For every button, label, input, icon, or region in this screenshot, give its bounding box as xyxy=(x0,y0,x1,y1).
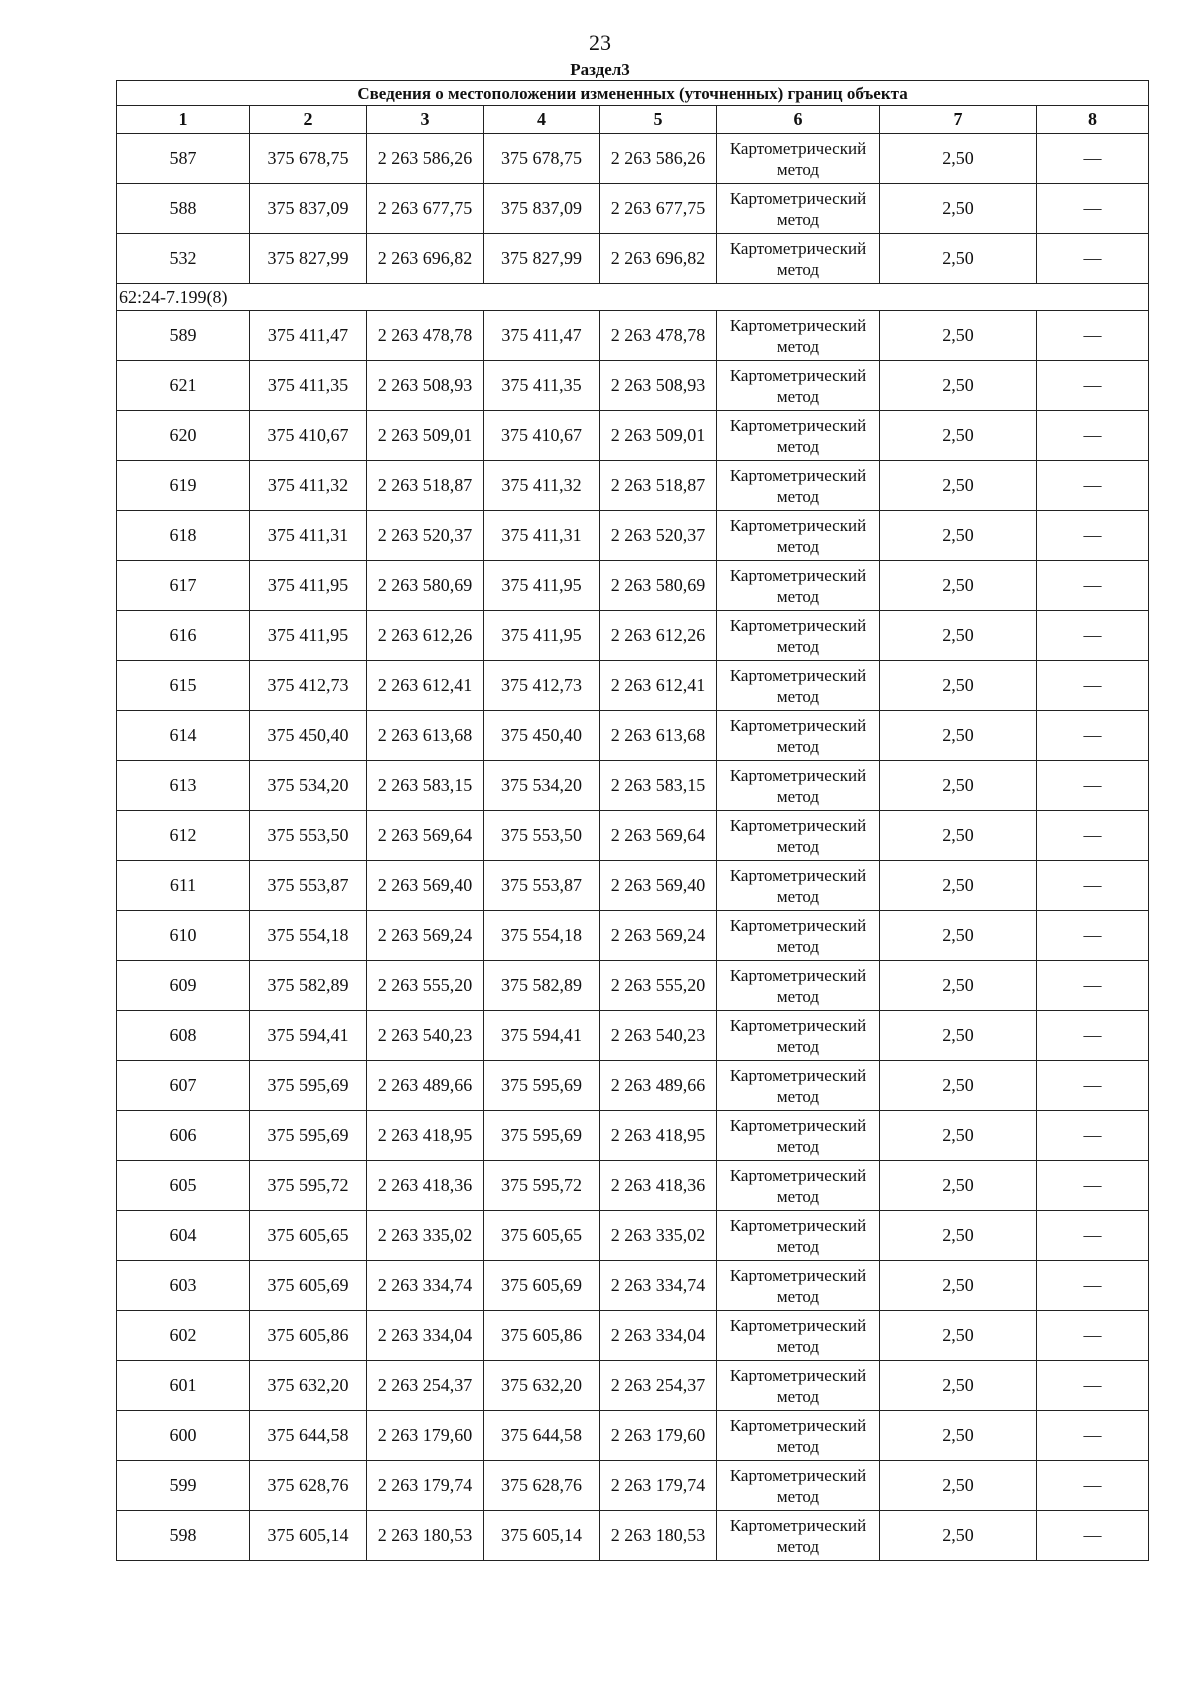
point-number: 608 xyxy=(117,1011,250,1061)
refined-x: 375 582,89 xyxy=(484,961,600,1011)
description-dash: — xyxy=(1037,184,1149,234)
description-dash: — xyxy=(1037,134,1149,184)
point-number: 609 xyxy=(117,961,250,1011)
point-number: 606 xyxy=(117,1111,250,1161)
table-row xyxy=(117,1011,1149,1061)
existing-x: 375 595,72 xyxy=(250,1161,367,1211)
table-row xyxy=(117,1211,1149,1261)
existing-x: 375 632,20 xyxy=(250,1361,367,1411)
determination-method: Картометрический метод xyxy=(717,184,880,234)
point-number: 588 xyxy=(117,184,250,234)
point-number: 600 xyxy=(117,1411,250,1461)
precision-value: 2,50 xyxy=(880,611,1037,661)
refined-x: 375 594,41 xyxy=(484,1011,600,1061)
table-row xyxy=(117,461,1149,511)
description-dash: — xyxy=(1037,461,1149,511)
determination-method: Картометрический метод xyxy=(717,1311,880,1361)
column-header-row xyxy=(117,106,1149,134)
determination-method: Картометрический метод xyxy=(717,1211,880,1261)
cadastral-group-row xyxy=(117,284,1149,311)
description-dash: — xyxy=(1037,1111,1149,1161)
description-dash: — xyxy=(1037,1211,1149,1261)
existing-y: 2 263 418,36 xyxy=(367,1161,484,1211)
table-row xyxy=(117,361,1149,411)
existing-x: 375 412,73 xyxy=(250,661,367,711)
existing-y: 2 263 540,23 xyxy=(367,1011,484,1061)
existing-y: 2 263 508,93 xyxy=(367,361,484,411)
column-header: 2 xyxy=(250,106,367,134)
table-row xyxy=(117,311,1149,361)
precision-value: 2,50 xyxy=(880,1361,1037,1411)
existing-x: 375 678,75 xyxy=(250,134,367,184)
description-dash: — xyxy=(1037,761,1149,811)
refined-y: 2 263 569,64 xyxy=(600,811,717,861)
determination-method: Картометрический метод xyxy=(717,1011,880,1061)
determination-method: Картометрический метод xyxy=(717,561,880,611)
table-row xyxy=(117,861,1149,911)
refined-y: 2 263 612,26 xyxy=(600,611,717,661)
table-row xyxy=(117,911,1149,961)
precision-value: 2,50 xyxy=(880,311,1037,361)
existing-y: 2 263 179,74 xyxy=(367,1461,484,1511)
description-dash: — xyxy=(1037,1361,1149,1411)
refined-y: 2 263 489,66 xyxy=(600,1061,717,1111)
precision-value: 2,50 xyxy=(880,1311,1037,1361)
existing-x: 375 837,09 xyxy=(250,184,367,234)
precision-value: 2,50 xyxy=(880,361,1037,411)
existing-x: 375 411,47 xyxy=(250,311,367,361)
table-row xyxy=(117,961,1149,1011)
refined-y: 2 263 612,41 xyxy=(600,661,717,711)
existing-x: 375 605,86 xyxy=(250,1311,367,1361)
precision-value: 2,50 xyxy=(880,1161,1037,1211)
description-dash: — xyxy=(1037,661,1149,711)
existing-x: 375 594,41 xyxy=(250,1011,367,1061)
existing-x: 375 554,18 xyxy=(250,911,367,961)
table-row xyxy=(117,1261,1149,1311)
table-row xyxy=(117,761,1149,811)
determination-method: Картометрический метод xyxy=(717,861,880,911)
cadastral-number: 62:24-7.199(8) xyxy=(117,284,1149,311)
description-dash: — xyxy=(1037,411,1149,461)
table-row xyxy=(117,711,1149,761)
refined-y: 2 263 555,20 xyxy=(600,961,717,1011)
precision-value: 2,50 xyxy=(880,1211,1037,1261)
table-row xyxy=(117,1111,1149,1161)
precision-value: 2,50 xyxy=(880,184,1037,234)
refined-x: 375 837,09 xyxy=(484,184,600,234)
refined-x: 375 595,69 xyxy=(484,1111,600,1161)
point-number: 607 xyxy=(117,1061,250,1111)
determination-method: Картометрический метод xyxy=(717,134,880,184)
existing-y: 2 263 569,40 xyxy=(367,861,484,911)
refined-x: 375 411,32 xyxy=(484,461,600,511)
precision-value: 2,50 xyxy=(880,461,1037,511)
refined-x: 375 411,31 xyxy=(484,511,600,561)
refined-x: 375 553,50 xyxy=(484,811,600,861)
point-number: 619 xyxy=(117,461,250,511)
table-row xyxy=(117,1461,1149,1511)
determination-method: Картометрический метод xyxy=(717,661,880,711)
existing-y: 2 263 569,64 xyxy=(367,811,484,861)
table-row xyxy=(117,1311,1149,1361)
description-dash: — xyxy=(1037,1161,1149,1211)
point-number: 602 xyxy=(117,1311,250,1361)
refined-x: 375 411,95 xyxy=(484,561,600,611)
description-dash: — xyxy=(1037,561,1149,611)
precision-value: 2,50 xyxy=(880,761,1037,811)
determination-method: Картометрический метод xyxy=(717,461,880,511)
description-dash: — xyxy=(1037,1411,1149,1461)
determination-method: Картометрический метод xyxy=(717,1411,880,1461)
determination-method: Картометрический метод xyxy=(717,1061,880,1111)
description-dash: — xyxy=(1037,811,1149,861)
point-number: 612 xyxy=(117,811,250,861)
refined-y: 2 263 334,04 xyxy=(600,1311,717,1361)
existing-y: 2 263 520,37 xyxy=(367,511,484,561)
precision-value: 2,50 xyxy=(880,911,1037,961)
refined-x: 375 450,40 xyxy=(484,711,600,761)
table-row xyxy=(117,1411,1149,1461)
refined-y: 2 263 418,95 xyxy=(600,1111,717,1161)
point-number: 618 xyxy=(117,511,250,561)
table-row xyxy=(117,561,1149,611)
existing-y: 2 263 677,75 xyxy=(367,184,484,234)
section-title: Раздел3 xyxy=(570,60,630,79)
column-header: 4 xyxy=(484,106,600,134)
determination-method: Картометрический метод xyxy=(717,1261,880,1311)
existing-x: 375 553,87 xyxy=(250,861,367,911)
existing-x: 375 605,65 xyxy=(250,1211,367,1261)
existing-x: 375 582,89 xyxy=(250,961,367,1011)
column-header: 6 xyxy=(717,106,880,134)
refined-x: 375 595,72 xyxy=(484,1161,600,1211)
refined-y: 2 263 478,78 xyxy=(600,311,717,361)
refined-y: 2 263 508,93 xyxy=(600,361,717,411)
existing-y: 2 263 613,68 xyxy=(367,711,484,761)
description-dash: — xyxy=(1037,1261,1149,1311)
precision-value: 2,50 xyxy=(880,961,1037,1011)
refined-x: 375 534,20 xyxy=(484,761,600,811)
table-row xyxy=(117,511,1149,561)
refined-x: 375 554,18 xyxy=(484,911,600,961)
determination-method: Картометрический метод xyxy=(717,961,880,1011)
description-dash: — xyxy=(1037,711,1149,761)
refined-y: 2 263 613,68 xyxy=(600,711,717,761)
existing-y: 2 263 334,74 xyxy=(367,1261,484,1311)
refined-x: 375 553,87 xyxy=(484,861,600,911)
boundary-coordinates-table xyxy=(116,80,1149,1561)
existing-x: 375 534,20 xyxy=(250,761,367,811)
description-dash: — xyxy=(1037,1311,1149,1361)
existing-y: 2 263 586,26 xyxy=(367,134,484,184)
existing-x: 375 595,69 xyxy=(250,1111,367,1161)
refined-y: 2 263 179,60 xyxy=(600,1411,717,1461)
table-row xyxy=(117,811,1149,861)
precision-value: 2,50 xyxy=(880,234,1037,284)
description-dash: — xyxy=(1037,611,1149,661)
existing-x: 375 411,31 xyxy=(250,511,367,561)
existing-y: 2 263 509,01 xyxy=(367,411,484,461)
point-number: 617 xyxy=(117,561,250,611)
existing-y: 2 263 334,04 xyxy=(367,1311,484,1361)
point-number: 605 xyxy=(117,1161,250,1211)
table-row xyxy=(117,1361,1149,1411)
table-row xyxy=(117,184,1149,234)
precision-value: 2,50 xyxy=(880,561,1037,611)
table-row xyxy=(117,1511,1149,1561)
table-row xyxy=(117,134,1149,184)
determination-method: Картометрический метод xyxy=(717,911,880,961)
existing-x: 375 450,40 xyxy=(250,711,367,761)
existing-y: 2 263 555,20 xyxy=(367,961,484,1011)
refined-y: 2 263 180,53 xyxy=(600,1511,717,1561)
existing-y: 2 263 580,69 xyxy=(367,561,484,611)
description-dash: — xyxy=(1037,361,1149,411)
precision-value: 2,50 xyxy=(880,1261,1037,1311)
existing-x: 375 553,50 xyxy=(250,811,367,861)
point-number: 616 xyxy=(117,611,250,661)
precision-value: 2,50 xyxy=(880,661,1037,711)
existing-y: 2 263 254,37 xyxy=(367,1361,484,1411)
description-dash: — xyxy=(1037,311,1149,361)
determination-method: Картометрический метод xyxy=(717,1511,880,1561)
existing-y: 2 263 478,78 xyxy=(367,311,484,361)
refined-x: 375 827,99 xyxy=(484,234,600,284)
existing-x: 375 411,95 xyxy=(250,611,367,661)
refined-y: 2 263 677,75 xyxy=(600,184,717,234)
determination-method: Картометрический метод xyxy=(717,411,880,461)
existing-y: 2 263 612,41 xyxy=(367,661,484,711)
precision-value: 2,50 xyxy=(880,861,1037,911)
refined-y: 2 263 569,24 xyxy=(600,911,717,961)
point-number: 601 xyxy=(117,1361,250,1411)
description-dash: — xyxy=(1037,511,1149,561)
precision-value: 2,50 xyxy=(880,1061,1037,1111)
description-dash: — xyxy=(1037,1511,1149,1561)
description-dash: — xyxy=(1037,234,1149,284)
precision-value: 2,50 xyxy=(880,711,1037,761)
point-number: 532 xyxy=(117,234,250,284)
existing-x: 375 605,14 xyxy=(250,1511,367,1561)
determination-method: Картометрический метод xyxy=(717,1361,880,1411)
refined-y: 2 263 569,40 xyxy=(600,861,717,911)
point-number: 613 xyxy=(117,761,250,811)
description-dash: — xyxy=(1037,961,1149,1011)
determination-method: Картометрический метод xyxy=(717,711,880,761)
table-row xyxy=(117,611,1149,661)
determination-method: Картометрический метод xyxy=(717,1161,880,1211)
determination-method: Картометрический метод xyxy=(717,511,880,561)
refined-y: 2 263 580,69 xyxy=(600,561,717,611)
table-row xyxy=(117,1061,1149,1111)
determination-method: Картометрический метод xyxy=(717,1111,880,1161)
existing-y: 2 263 583,15 xyxy=(367,761,484,811)
point-number: 587 xyxy=(117,134,250,184)
precision-value: 2,50 xyxy=(880,1411,1037,1461)
table-row xyxy=(117,1161,1149,1211)
refined-x: 375 412,73 xyxy=(484,661,600,711)
existing-y: 2 263 612,26 xyxy=(367,611,484,661)
precision-value: 2,50 xyxy=(880,511,1037,561)
table-row xyxy=(117,661,1149,711)
refined-x: 375 411,35 xyxy=(484,361,600,411)
refined-y: 2 263 335,02 xyxy=(600,1211,717,1261)
point-number: 604 xyxy=(117,1211,250,1261)
column-header: 5 xyxy=(600,106,717,134)
determination-method: Картометрический метод xyxy=(717,361,880,411)
determination-method: Картометрический метод xyxy=(717,811,880,861)
column-header: 3 xyxy=(367,106,484,134)
refined-y: 2 263 696,82 xyxy=(600,234,717,284)
existing-y: 2 263 569,24 xyxy=(367,911,484,961)
point-number: 614 xyxy=(117,711,250,761)
existing-y: 2 263 489,66 xyxy=(367,1061,484,1111)
point-number: 599 xyxy=(117,1461,250,1511)
existing-x: 375 628,76 xyxy=(250,1461,367,1511)
existing-y: 2 263 179,60 xyxy=(367,1411,484,1461)
refined-y: 2 263 334,74 xyxy=(600,1261,717,1311)
existing-y: 2 263 180,53 xyxy=(367,1511,484,1561)
column-header: 1 xyxy=(117,106,250,134)
refined-x: 375 410,67 xyxy=(484,411,600,461)
existing-y: 2 263 418,95 xyxy=(367,1111,484,1161)
precision-value: 2,50 xyxy=(880,134,1037,184)
refined-x: 375 678,75 xyxy=(484,134,600,184)
refined-x: 375 605,86 xyxy=(484,1311,600,1361)
point-number: 598 xyxy=(117,1511,250,1561)
refined-x: 375 628,76 xyxy=(484,1461,600,1511)
precision-value: 2,50 xyxy=(880,1461,1037,1511)
refined-x: 375 632,20 xyxy=(484,1361,600,1411)
point-number: 589 xyxy=(117,311,250,361)
precision-value: 2,50 xyxy=(880,811,1037,861)
description-dash: — xyxy=(1037,1461,1149,1511)
determination-method: Картометрический метод xyxy=(717,311,880,361)
table-row xyxy=(117,411,1149,461)
table-body xyxy=(117,134,1149,1561)
page-number: 23 xyxy=(589,30,611,55)
existing-x: 375 595,69 xyxy=(250,1061,367,1111)
determination-method: Картометрический метод xyxy=(717,234,880,284)
precision-value: 2,50 xyxy=(880,1511,1037,1561)
refined-x: 375 605,65 xyxy=(484,1211,600,1261)
existing-x: 375 411,32 xyxy=(250,461,367,511)
precision-value: 2,50 xyxy=(880,411,1037,461)
description-dash: — xyxy=(1037,1061,1149,1111)
column-header: 7 xyxy=(880,106,1037,134)
point-number: 611 xyxy=(117,861,250,911)
existing-x: 375 605,69 xyxy=(250,1261,367,1311)
existing-x: 375 411,95 xyxy=(250,561,367,611)
point-number: 603 xyxy=(117,1261,250,1311)
refined-y: 2 263 540,23 xyxy=(600,1011,717,1061)
determination-method: Картометрический метод xyxy=(717,1461,880,1511)
description-dash: — xyxy=(1037,1011,1149,1061)
refined-y: 2 263 509,01 xyxy=(600,411,717,461)
existing-x: 375 411,35 xyxy=(250,361,367,411)
refined-x: 375 411,95 xyxy=(484,611,600,661)
refined-y: 2 263 518,87 xyxy=(600,461,717,511)
determination-method: Картометрический метод xyxy=(717,611,880,661)
refined-y: 2 263 586,26 xyxy=(600,134,717,184)
refined-y: 2 263 418,36 xyxy=(600,1161,717,1211)
description-dash: — xyxy=(1037,861,1149,911)
existing-y: 2 263 518,87 xyxy=(367,461,484,511)
point-number: 610 xyxy=(117,911,250,961)
existing-x: 375 410,67 xyxy=(250,411,367,461)
column-header: 8 xyxy=(1037,106,1149,134)
point-number: 621 xyxy=(117,361,250,411)
existing-x: 375 827,99 xyxy=(250,234,367,284)
refined-y: 2 263 179,74 xyxy=(600,1461,717,1511)
refined-y: 2 263 583,15 xyxy=(600,761,717,811)
precision-value: 2,50 xyxy=(880,1011,1037,1061)
determination-method: Картометрический метод xyxy=(717,761,880,811)
existing-y: 2 263 696,82 xyxy=(367,234,484,284)
refined-x: 375 605,14 xyxy=(484,1511,600,1561)
table-caption: Сведения о местоположении измененных (уточненных) границ объекта xyxy=(117,81,1149,106)
refined-y: 2 263 254,37 xyxy=(600,1361,717,1411)
refined-x: 375 644,58 xyxy=(484,1411,600,1461)
refined-x: 375 411,47 xyxy=(484,311,600,361)
point-number: 615 xyxy=(117,661,250,711)
table-row xyxy=(117,234,1149,284)
refined-x: 375 605,69 xyxy=(484,1261,600,1311)
existing-x: 375 644,58 xyxy=(250,1411,367,1461)
precision-value: 2,50 xyxy=(880,1111,1037,1161)
refined-x: 375 595,69 xyxy=(484,1061,600,1111)
refined-y: 2 263 520,37 xyxy=(600,511,717,561)
existing-y: 2 263 335,02 xyxy=(367,1211,484,1261)
description-dash: — xyxy=(1037,911,1149,961)
point-number: 620 xyxy=(117,411,250,461)
